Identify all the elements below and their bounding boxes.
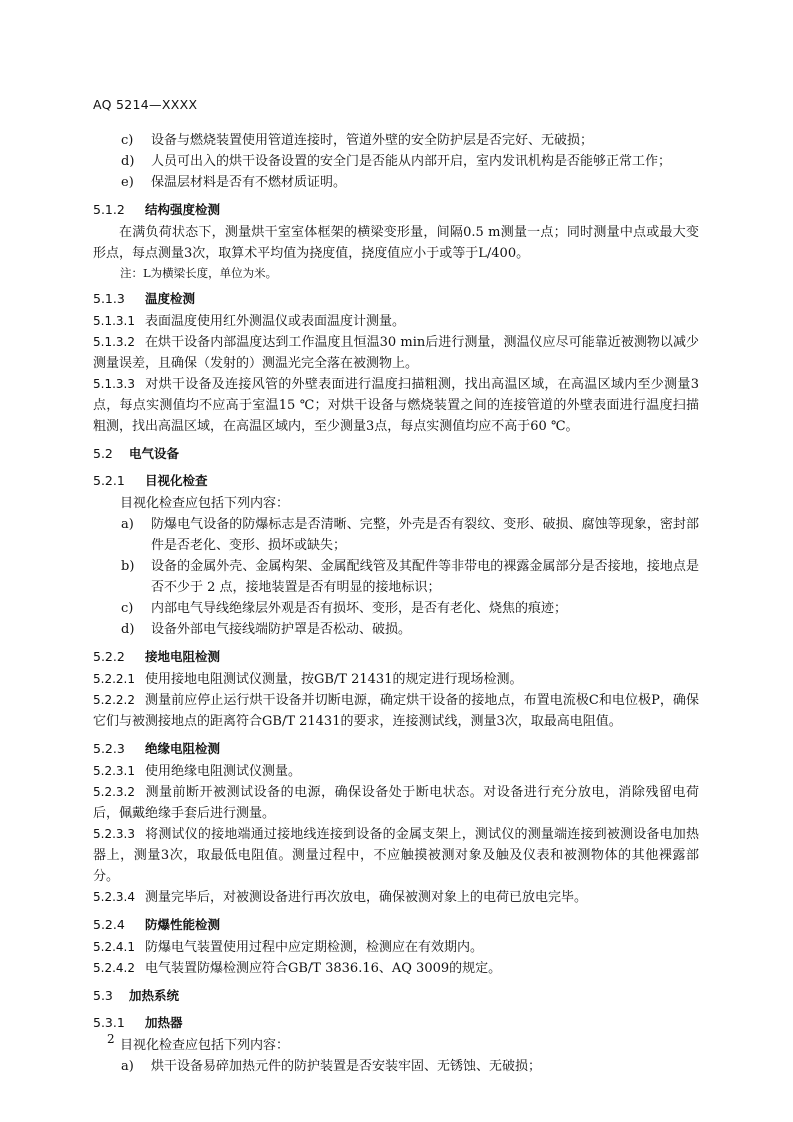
section-heading: 5.2.3 绝缘电阻检测 [93,741,221,756]
section-heading: 5.1.3 温度检测 [93,291,196,306]
list-item: c) 设备与燃烧装置使用管道连接时，管道外壁的安全防护层是否完好、无破损； [93,130,699,151]
list-marker: c) [121,133,134,148]
list-marker: d) [121,154,135,169]
clause: 5.2.4.2 电气装置防爆检测应符合GB/T 3836.16、AQ 3009的规定。 [93,961,502,976]
paragraph: 在满负荷状态下，测量烘干室室体框架的横梁变形量，间隔0.5 m测量一点；同时测量中点或最大变形点，每点测量3次，取算术平均值为挠度值，挠度值应小于或等于L/400。 [93,225,699,261]
list-marker: a) [121,517,134,532]
section-heading: 5.2.2 接地电阻检测 [93,649,221,664]
list-item: d) 设备外部电气接线端防护罩是否松动、破损。 [93,619,699,640]
standard-code: AQ 5214—XXXX [93,97,198,112]
page-number: 2 [107,1032,115,1046]
clause: 5.2.4.1 防爆电气装置使用过程中应定期检测，检测应在有效期内。 [93,940,483,955]
document-body [93,130,699,1077]
list-item: e) 保温层材料是否有不燃材质证明。 [93,172,699,193]
paragraph: 目视化检查应包括下列内容： [120,496,290,511]
list-marker: e) [121,175,134,190]
section-heading: 5.2 电气设备 [93,446,180,461]
list-item: a) 烘干设备易碎加热元件的防护装置是否安装牢固、无锈蚀、无破损； [93,1056,699,1077]
clause: 5.2.3.1 使用绝缘电阻测试仪测量。 [93,764,301,779]
list-marker: c) [121,601,134,616]
note: 注：L为横梁长度，单位为米。 [120,266,278,280]
section-heading: 5.2.1 目视化检查 [93,473,208,488]
clause: 5.2.3.4 测量完毕后，对被测设备进行再次放电，确保被测对象上的电荷已放电完毕。 [93,890,587,905]
list-item: a) 防爆电气设备的防爆标志是否清晰、完整，外壳是否有裂纹、变形、破损、腐蚀等现象，密封部件是否老化、变形、损坏或缺失； [93,514,699,556]
paragraph: 目视化检查应包括下列内容： [120,1038,290,1053]
clause: 5.2.2.2 测量前应停止运行烘干设备并切断电源，确定烘干设备的接地点，布置电流极C和电位极P，确保它们与被测接地点的距离符合GB/T 21431的要求，连接测试线，测量3次，取最高电阻值。 [93,693,699,729]
section-heading: 5.1.2 结构强度检测 [93,202,221,217]
clause: 5.1.3.2 在烘干设备内部温度达到工作温度且恒温30 min后进行测量，测温仪应尽可能靠近被测物以减少测量误差，且确保（发射的）测温光完全落在被测物上。 [93,335,699,371]
list-item: b) 设备的金属外壳、金属构架、金属配线管及其配件等非带电的裸露金属部分是否接地，接地点是否不少于 2 点，接地装置是否有明显的接地标识； [93,556,699,598]
list-marker: a) [121,1059,134,1074]
section-heading: 5.3.1 加热器 [93,1015,183,1030]
clause: 5.2.2.1 使用接地电阻测试仪测量，按GB/T 21431的规定进行现场检测。 [93,672,523,687]
clause: 5.1.3.1 表面温度使用红外测温仪或表面温度计测量。 [93,314,405,329]
list-item: d) 人员可出入的烘干设备设置的安全门是否能从内部开启，室内发讯机构是否能够正常工作； [93,151,699,172]
list-item: c) 内部电气导线绝缘层外观是否有损坏、变形，是否有老化、烧焦的痕迹； [93,598,699,619]
list-marker: d) [121,622,135,637]
clause: 5.1.3.3 对烘干设备及连接风管的外壁表面进行温度扫描粗测，找出高温区域，在高温区域内至少测量3点，每点实测值均不应高于室温15 ℃；对烘干设备与燃烧装置之间的连接管道的外壁表面进行温度扫描粗测，找出高温区域，在高温区域内，至少测量3点，每点实测值均应不高于60 ℃。 [93,377,699,434]
list-marker: b) [121,559,135,574]
clause: 5.2.3.2 测量前断开被测试设备的电源，确保设备处于断电状态。对设备进行充分放电，消除残留电荷后，佩戴绝缘手套后进行测量。 [93,785,699,821]
section-heading: 5.2.4 防爆性能检测 [93,917,221,932]
clause: 5.2.3.3 将测试仪的接地端通过接地线连接到设备的金属支架上，测试仪的测量端连接到被测设备电加热器上，测量3次，取最低电阻值。测量过程中，不应触摸被测对象及触及仪表和被测物体的其他裸露部分。 [93,827,699,884]
section-heading: 5.3 加热系统 [93,988,180,1003]
